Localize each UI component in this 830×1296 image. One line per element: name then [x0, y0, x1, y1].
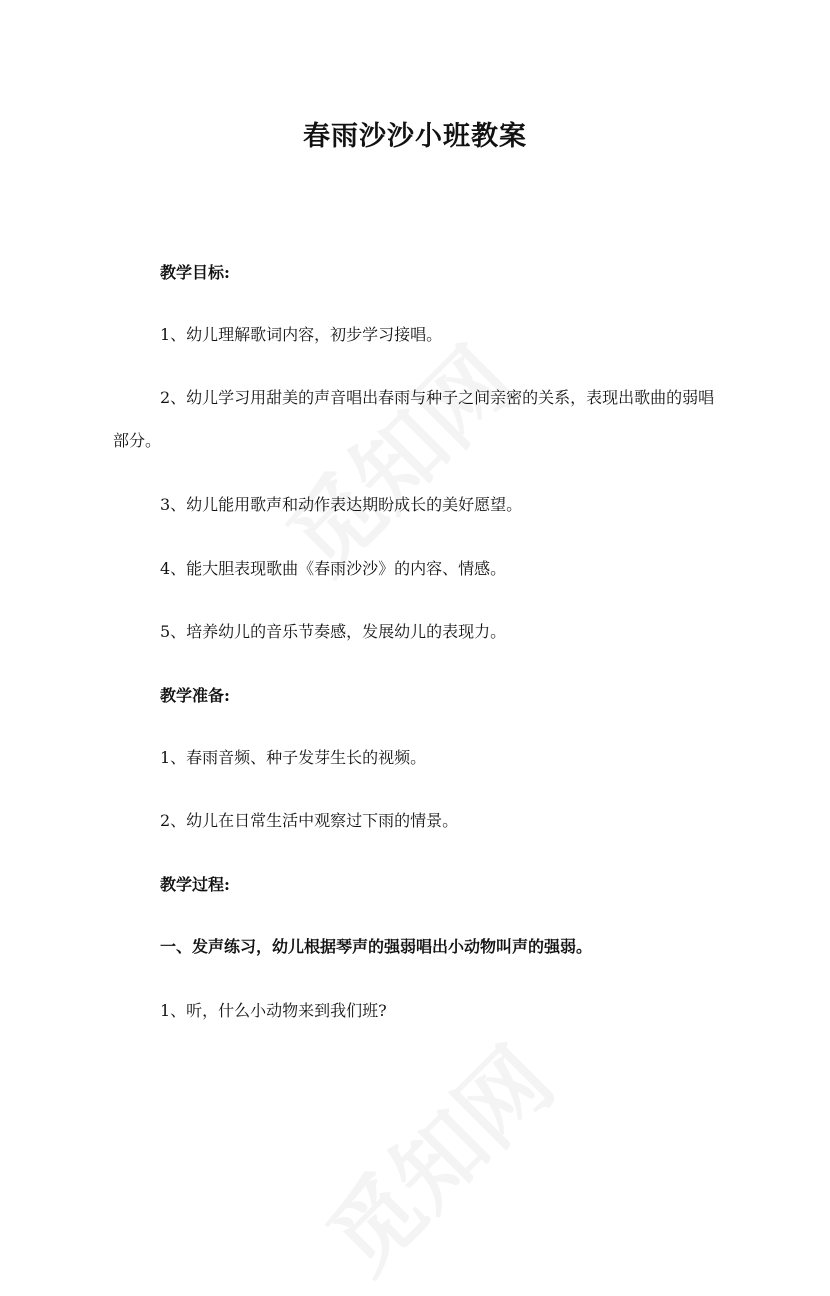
goal-item: 1、幼儿理解歌词内容，初步学习接唱。 [160, 325, 443, 344]
watermark [294, 1014, 577, 1296]
goals-heading: 教学目标: [160, 263, 230, 282]
process-step: 一、发声练习，幼儿根据琴声的强弱唱出小动物叫声的强弱。 [160, 937, 593, 956]
prep-item: 2、幼儿在日常生活中观察过下雨的情景。 [160, 811, 459, 830]
page-title: 春雨沙沙小班教案 [303, 121, 527, 152]
prep-heading: 教学准备: [160, 686, 230, 705]
process-heading: 教学过程: [160, 875, 230, 894]
goal-item: 2、幼儿学习用甜美的声音唱出春雨与种子之间亲密的关系，表现出歌曲的弱唱部分。 [113, 388, 715, 450]
prep-item: 1、春雨音频、种子发芽生长的视频。 [160, 748, 427, 767]
goal-item: 4、能大胆表现歌曲《春雨沙沙》的内容、情感。 [160, 559, 507, 578]
goal-item: 5、培养幼儿的音乐节奏感，发展幼儿的表现力。 [160, 622, 507, 641]
process-item: 1、听，什么小动物来到我们班? [160, 1001, 387, 1020]
goal-item: 3、幼儿能用歌声和动作表达期盼成长的美好愿望。 [160, 495, 523, 514]
